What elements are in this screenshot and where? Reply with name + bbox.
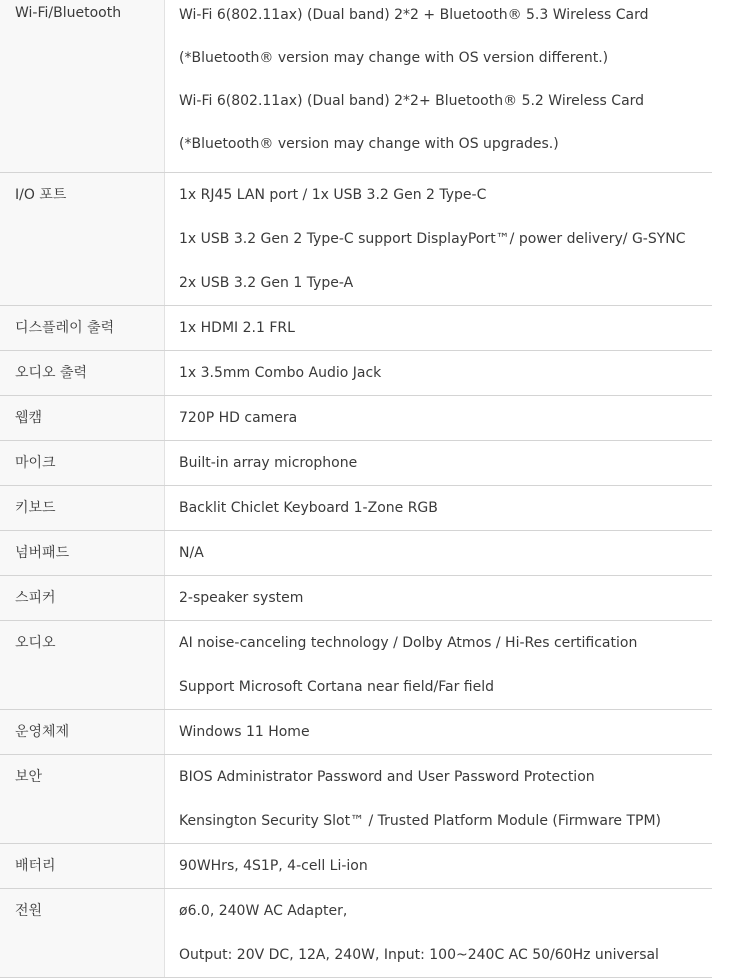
spec-row bbox=[0, 396, 712, 441]
spec-values bbox=[165, 576, 712, 620]
spec-value: Output: 20V DC, 12A, 240W, Input: 100~240C AC 50/60Hz universal bbox=[179, 947, 659, 963]
spec-value: Support Microsoft Cortana near field/Far field bbox=[179, 679, 494, 695]
spec-row bbox=[0, 844, 712, 889]
spec-values bbox=[165, 621, 712, 709]
spec-value: Kensington Security Slot™ / Trusted Platform Module (Firmware TPM) bbox=[179, 813, 661, 829]
spec-values bbox=[165, 844, 712, 888]
spec-row bbox=[0, 755, 712, 844]
spec-value: 2x USB 3.2 Gen 1 Type-A bbox=[179, 275, 354, 291]
spec-row bbox=[0, 621, 712, 710]
spec-values bbox=[165, 351, 712, 395]
spec-value: Backlit Chiclet Keyboard 1-Zone RGB bbox=[179, 500, 438, 516]
spec-row bbox=[0, 306, 712, 351]
spec-value: Wi-Fi 6(802.11ax) (Dual band) 2*2+ Bluetooth® 5.2 Wireless Card bbox=[179, 93, 645, 109]
spec-value: 1x USB 3.2 Gen 2 Type-C support DisplayPort™/ power delivery/ G-SYNC bbox=[179, 231, 686, 247]
spec-value: 1x 3.5mm Combo Audio Jack bbox=[179, 365, 382, 381]
spec-value: 1x HDMI 2.1 FRL bbox=[179, 320, 295, 336]
spec-value: Windows 11 Home bbox=[179, 724, 310, 740]
spec-values bbox=[165, 755, 712, 843]
spec-label: 전원 bbox=[0, 889, 165, 977]
spec-row bbox=[0, 531, 712, 576]
spec-value: 2-speaker system bbox=[179, 590, 304, 606]
spec-row bbox=[0, 173, 712, 306]
spec-values bbox=[165, 531, 712, 575]
spec-row bbox=[0, 889, 712, 977]
spec-label: 스피커 bbox=[0, 576, 165, 620]
spec-label: 오디오 출력 bbox=[0, 351, 165, 395]
spec-values bbox=[165, 306, 712, 350]
spec-label: 키보드 bbox=[0, 486, 165, 530]
spec-value: 1x RJ45 LAN port / 1x USB 3.2 Gen 2 Type-C bbox=[179, 187, 487, 203]
spec-row bbox=[0, 0, 712, 173]
spec-row bbox=[0, 576, 712, 621]
spec-value: (*Bluetooth® version may change with OS upgrades.) bbox=[179, 136, 559, 152]
spec-value: AI noise-canceling technology / Dolby Atmos / Hi-Res certification bbox=[179, 635, 638, 651]
spec-label: 넘버패드 bbox=[0, 531, 165, 575]
spec-values bbox=[165, 710, 712, 754]
spec-label: 보안 bbox=[0, 755, 165, 843]
spec-label: 디스플레이 출력 bbox=[0, 306, 165, 350]
spec-label: Wi-Fi/Bluetooth bbox=[0, 0, 165, 172]
spec-row bbox=[0, 486, 712, 531]
spec-values bbox=[165, 396, 712, 440]
spec-label: I/O 포트 bbox=[0, 173, 165, 305]
spec-values bbox=[165, 173, 712, 305]
spec-values bbox=[165, 441, 712, 485]
spec-label: 마이크 bbox=[0, 441, 165, 485]
spec-row bbox=[0, 710, 712, 755]
spec-label: 웹캠 bbox=[0, 396, 165, 440]
spec-value: 720P HD camera bbox=[179, 410, 298, 426]
spec-value: Built-in array microphone bbox=[179, 455, 358, 471]
spec-values bbox=[165, 0, 712, 172]
spec-row bbox=[0, 351, 712, 396]
spec-value: Wi-Fi 6(802.11ax) (Dual band) 2*2 + Bluetooth® 5.3 Wireless Card bbox=[179, 7, 649, 23]
spec-label: 배터리 bbox=[0, 844, 165, 888]
spec-label: 오디오 bbox=[0, 621, 165, 709]
spec-value: ø6.0, 240W AC Adapter, bbox=[179, 903, 348, 919]
spec-values bbox=[165, 889, 712, 977]
spec-values bbox=[165, 486, 712, 530]
spec-value: (*Bluetooth® version may change with OS version different.) bbox=[179, 50, 609, 66]
spec-label: 운영체제 bbox=[0, 710, 165, 754]
spec-row bbox=[0, 441, 712, 486]
spec-value: N/A bbox=[179, 545, 204, 561]
spec-value: 90WHrs, 4S1P, 4-cell Li-ion bbox=[179, 858, 368, 874]
spec-value: BIOS Administrator Password and User Password Protection bbox=[179, 769, 595, 785]
